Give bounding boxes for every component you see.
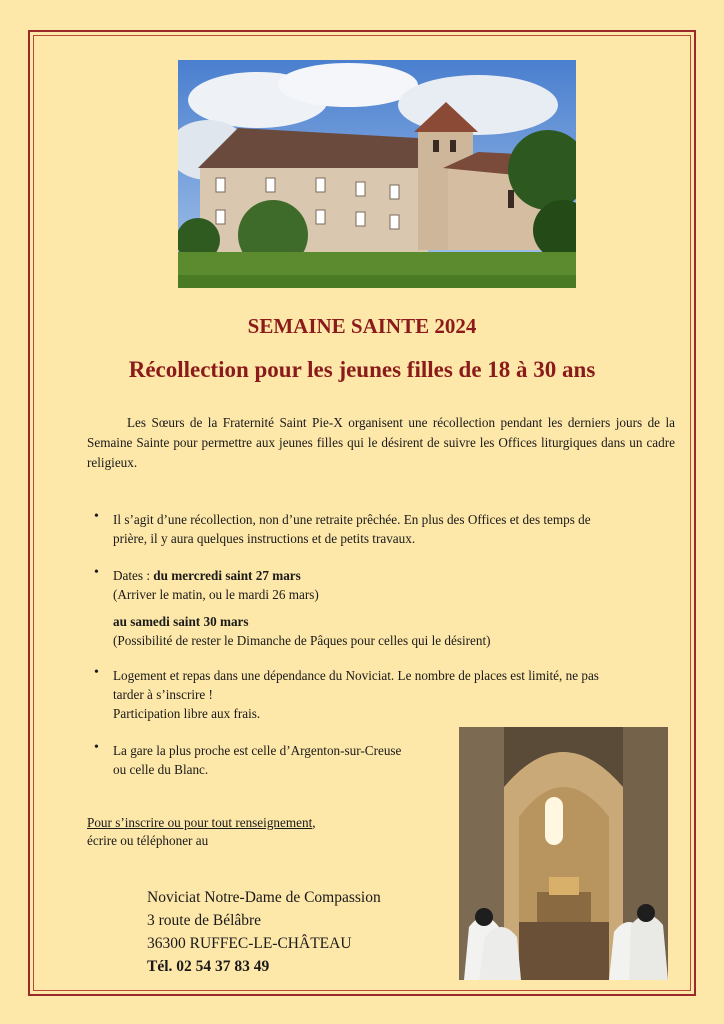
page-title: SEMAINE SAINTE 2024	[247, 314, 477, 338]
bullet-2	[113, 566, 491, 650]
contact-intro	[87, 815, 316, 831]
bullet-3-line-2: tarder à s’inscrire !	[113, 687, 213, 702]
bullet-3	[113, 666, 599, 723]
intro-text: Les Sœurs de la Fraternité Saint Pie-X organisent une récollection pendant les derniers jours de la Semaine Sainte pour permettre aux jeunes filles qui le désirent de suivre les Offices liturgiques dans un cadre religieux.	[87, 415, 675, 470]
bullet-2-dot: •	[94, 565, 99, 580]
bullet-1-line-2: prière, il y aura quelques instructions et de petits travaux.	[113, 531, 416, 546]
address-name: Noviciat Notre-Dame de Compassion	[147, 889, 381, 906]
bullet-4-line-2: ou celle du Blanc.	[113, 762, 209, 777]
dates-end: au samedi saint 30 mars	[113, 614, 249, 629]
dates-sunday-note: (Possibilité de rester le Dimanche de Pâques pour celles qui le désirent)	[113, 633, 491, 648]
bullet-3-line-3: Participation libre aux frais.	[113, 706, 261, 721]
contact-link-suffix: ,	[312, 815, 316, 830]
bullet-4-line-1: La gare la plus proche est celle d’Argenton-sur-Creuse	[113, 743, 402, 758]
dates-arrival-note: (Arriver le matin, ou le mardi 26 mars)	[113, 587, 319, 602]
bullet-3-line-1: Logement et repas dans une dépendance du Noviciat. Le nombre de places est limité, ne pas	[113, 668, 599, 683]
dates-start: du mercredi saint 27 mars	[153, 568, 301, 583]
bullet-1-dot: •	[94, 509, 99, 524]
dates-label: Dates :	[113, 568, 154, 583]
contact-link: Pour s’inscrire ou pour tout renseignement	[87, 815, 313, 830]
bullet-1	[113, 510, 678, 548]
page-subtitle: Récollection pour les jeunes filles de 18 à 30 ans	[128, 357, 596, 382]
bullet-1-line-1: Il s’agit d’une récollection, non d’une retraite prêchée. En plus des Offices et des temps de	[113, 512, 591, 527]
address-street: 3 route de Bélâbre	[147, 912, 262, 929]
bullet-4-dot: •	[94, 740, 99, 755]
address-city: 36300 RUFFEC-LE-CHÂTEAU	[147, 935, 352, 952]
address-block	[147, 886, 381, 978]
bullet-3-dot: •	[94, 665, 99, 680]
bullet-4	[113, 741, 401, 779]
chapel-interior-photo	[459, 727, 668, 980]
intro-paragraph	[87, 413, 675, 473]
contact-instruction: écrire ou téléphoner au	[87, 833, 209, 848]
monastery-photo	[178, 60, 576, 288]
address-phone: Tél. 02 54 37 83 49	[147, 958, 270, 975]
